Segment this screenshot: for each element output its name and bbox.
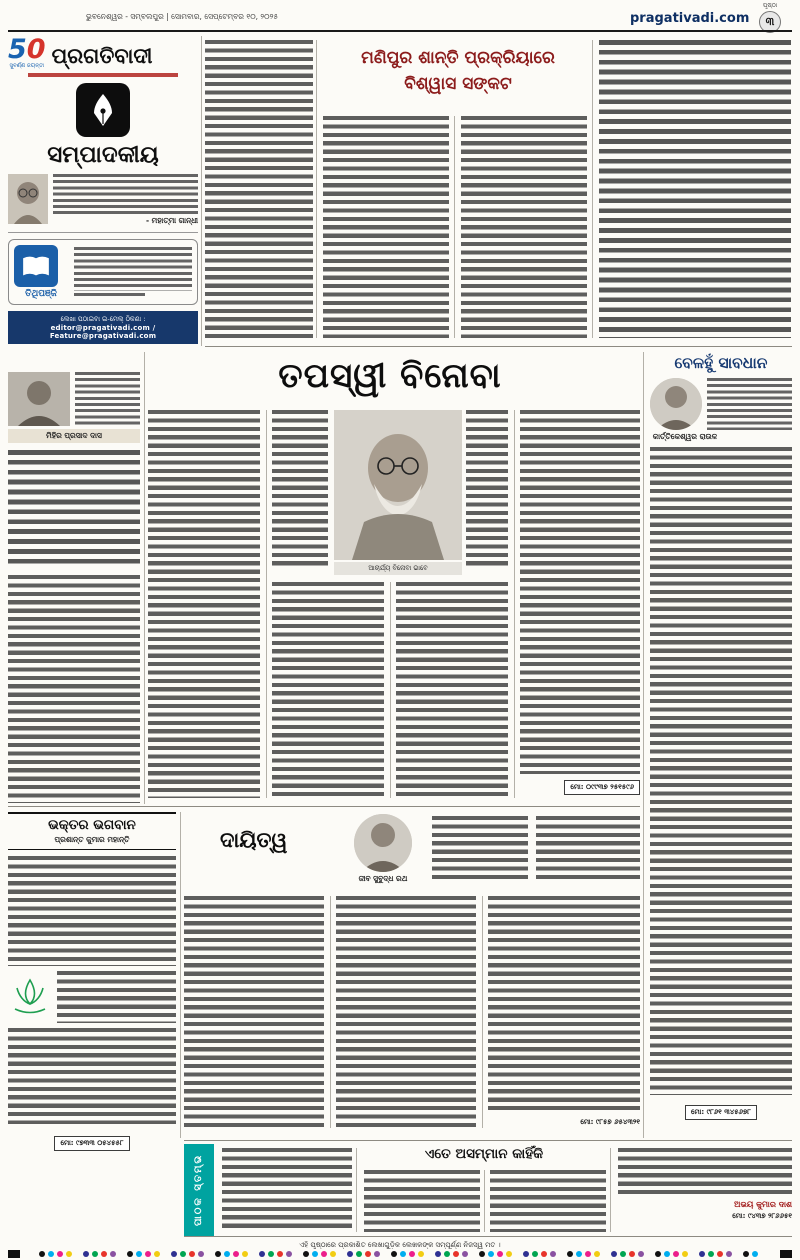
article-body-text (707, 378, 792, 430)
section-rule (205, 346, 792, 347)
registration-dot (66, 1251, 72, 1257)
registration-dot (374, 1251, 380, 1257)
registration-dot (550, 1251, 556, 1257)
author-phone: ମୋ: ୯୭୩୩ ୦୫୪୫୫୮ (54, 1136, 129, 1151)
masthead (8, 36, 198, 70)
column-rule (330, 896, 331, 1128)
anniversary-caption: ସୁବର୍ଣ୍ଣ ଜୟନ୍ତୀ (9, 63, 45, 69)
registration-dot (171, 1251, 177, 1257)
article-body-text (432, 816, 528, 882)
dateline: ଭୁବନେଶ୍ୱର - ସମ୍ବଲପୁର | ସୋମବାର, ସେପ୍ଟେମ୍ବର ୧୦, ୨୦୨୫ (86, 12, 279, 21)
registration-dot (259, 1251, 265, 1257)
article-body-text (272, 410, 328, 566)
registration-dot (330, 1251, 336, 1257)
pen-nib-icon (76, 83, 130, 137)
author-photo (8, 372, 70, 426)
gandhi-photo (8, 174, 48, 224)
article-body-text (536, 816, 640, 882)
article-body-text (8, 1028, 176, 1124)
article-body-text (184, 896, 324, 1128)
registration-dot (576, 1251, 582, 1257)
registration-dot (409, 1251, 415, 1257)
article-body-text (488, 896, 640, 1114)
print-mark (780, 1250, 792, 1258)
contact-label: ଲେଖା ପଠାଇବା ଇ-ମେଲ୍ ଠିକଣା : (60, 315, 146, 323)
quote-attribution: - ମହାତ୍ମା ଗାନ୍ଧୀ (145, 216, 198, 225)
article-body-text (396, 582, 508, 798)
author-phone: ମୋ: ୦୯୯୩୭ ୨୫୧୫୯୬ (564, 780, 640, 795)
registration-dot (594, 1251, 600, 1257)
column-rule (610, 1148, 611, 1232)
anniversary-digit: 5 (8, 36, 27, 65)
contact-bar (8, 311, 198, 344)
article-body-text (520, 410, 640, 774)
section-rule (8, 806, 640, 807)
almanac-text (74, 293, 145, 299)
right-author-name: କାର୍ତ୍ତିକେଶ୍ୱର ରାଉଳ (652, 432, 718, 441)
registration-dot (743, 1251, 749, 1257)
right-article (650, 354, 792, 1138)
registration-dot (127, 1251, 133, 1257)
registration-dot (312, 1251, 318, 1257)
author-phone: ମୋ: ୯୮୫୭ ୬୫୪୩୨୧ (580, 1118, 640, 1126)
registration-dot (365, 1251, 371, 1257)
article-body-text (618, 1148, 792, 1196)
gandhi-quote-text (53, 174, 198, 214)
section-rule (184, 1236, 792, 1237)
registration-dot (198, 1251, 204, 1257)
registration-dot (145, 1251, 151, 1257)
column-rule (484, 1170, 485, 1232)
article-body-text (205, 40, 313, 338)
book-icon (14, 245, 58, 287)
registration-dot (101, 1251, 107, 1257)
registration-dot (726, 1251, 732, 1257)
registration-dot (673, 1251, 679, 1257)
masthead-title: ପ୍ରଗତିବାଦୀ (51, 43, 153, 68)
section-title: ସମ୍ପାଦକୀୟ (47, 142, 159, 168)
registration-dot (268, 1251, 274, 1257)
registration-dot (453, 1251, 459, 1257)
column-rule (180, 812, 181, 1138)
registration-dot (136, 1251, 142, 1257)
bhakta-headline: ଭକ୍ତର ଭଗବାନ (48, 817, 136, 833)
registration-dot (506, 1251, 512, 1257)
registration-dot (541, 1251, 547, 1257)
page-number: ୩ (759, 11, 781, 33)
masthead-column (8, 36, 198, 366)
lead-headline-line2: ବିଶ୍ୱାସ ସଙ୍କଟ (404, 73, 512, 94)
dayitwa-headline: ଦାୟିତ୍ୱ (220, 828, 288, 852)
column-rule (514, 410, 515, 798)
divider (8, 232, 198, 233)
registration-dot (303, 1251, 309, 1257)
article-body-text (323, 116, 449, 338)
registration-dot (699, 1251, 705, 1257)
column-rule (482, 896, 483, 1128)
main-headline: ତପସ୍ୱୀ ବିନୋବା (278, 356, 502, 396)
registration-dot (567, 1251, 573, 1257)
gandhi-quote-block (8, 174, 198, 226)
registration-dot (180, 1251, 186, 1257)
registration-dot (215, 1251, 221, 1257)
article-body-text (8, 575, 140, 803)
page-label: ପୃଷ୍ଠା (762, 2, 778, 9)
registration-dot (356, 1251, 362, 1257)
photo-caption: ଆଚାର୍ଯ୍ୟ ବିନୋବା ଭାବେ (334, 562, 462, 575)
registration-dot (224, 1251, 230, 1257)
strip-kicker: ପାଠକ ସ୍ତମ୍ଭ (184, 1144, 214, 1236)
registration-dot (497, 1251, 503, 1257)
main-author-column (8, 372, 140, 806)
bhakta-author-name: ପ୍ରଶାନ୍ତ କୁମାର ମହାନ୍ତି (54, 835, 130, 844)
registration-dot (48, 1251, 54, 1257)
anniversary-digit: 0 (26, 36, 46, 65)
author-photo (354, 814, 412, 872)
contact-emails[interactable]: editor@pragativadi.com / Feature@pragativadi.com (49, 324, 157, 340)
column-rule (266, 410, 267, 798)
registration-dot (400, 1251, 406, 1257)
section-rule (184, 1140, 792, 1141)
almanac-title: ତିଥିପଞ୍ଜି (25, 289, 57, 299)
article-body-text (148, 410, 260, 798)
print-mark (8, 1250, 20, 1258)
header-rule (8, 30, 792, 32)
registration-dot (418, 1251, 424, 1257)
registration-dot (479, 1251, 485, 1257)
column-rule (201, 36, 202, 346)
page-badge (758, 2, 782, 33)
almanac-box (8, 239, 198, 305)
author-phone: ମୋ: ୯୪୩୭ ୨୮୬୬୫୧ (732, 1212, 792, 1220)
column-rule (390, 582, 391, 798)
article-body-text (272, 582, 384, 798)
article-body-text (57, 971, 176, 1023)
registration-dot (611, 1251, 617, 1257)
footer-disclaimer: ଏହି ପୃଷ୍ଠାରେ ପ୍ରକାଶିତ ଲେଖାଗୁଡ଼ିକ ଲେଖକଙ୍କ ସମ୍ପୂର୍ଣ୍ଣ ନିଜସ୍ୱ ମତ । (299, 1241, 501, 1249)
registration-marks (24, 1251, 776, 1257)
registration-dot (462, 1251, 468, 1257)
registration-dot (347, 1251, 353, 1257)
article-body-text (364, 1170, 480, 1232)
registration-dot (92, 1251, 98, 1257)
lotus-icon (8, 975, 52, 1019)
article-body-text (466, 410, 508, 566)
main-article-body (148, 410, 640, 802)
author-phone: ମୋ: ୯୮୬୧ ୩୪୫୬୭୮ (685, 1105, 757, 1120)
masthead-tagline-text (28, 73, 178, 78)
article-body-text (490, 1170, 606, 1232)
anniversary-emblem (8, 36, 46, 70)
registration-dot (629, 1251, 635, 1257)
column-rule (592, 40, 593, 338)
article-body-text (75, 372, 140, 426)
right-headline: ବେଳହୁଁ ସାବଧାନ (674, 354, 768, 372)
registration-dot (655, 1251, 661, 1257)
registration-dot (39, 1251, 45, 1257)
dayitwa-author-name: ଜୀବ ସୁବୁଦ୍ଧ ରଥ (358, 874, 408, 883)
registration-dot (233, 1251, 239, 1257)
registration-dot (752, 1251, 758, 1257)
author-photo (650, 378, 702, 430)
almanac-text (74, 247, 192, 291)
lead-headline-line1: ମଣିପୁର ଶାନ୍ତି ପ୍ରକ୍ରିୟାରେ (361, 48, 555, 68)
dayitwa-article (184, 812, 640, 1138)
registration-dot (620, 1251, 626, 1257)
column-rule (356, 1148, 357, 1232)
registration-dot (488, 1251, 494, 1257)
registration-dot (154, 1251, 160, 1257)
article-body-text (222, 1148, 352, 1232)
registration-dot (532, 1251, 538, 1257)
registration-dot (585, 1251, 591, 1257)
registration-dot (444, 1251, 450, 1257)
registration-dot (321, 1251, 327, 1257)
registration-dot (277, 1251, 283, 1257)
article-body-text (461, 116, 587, 338)
registration-dot (638, 1251, 644, 1257)
registration-dot (110, 1251, 116, 1257)
article-body-text (599, 40, 791, 338)
registration-dot (83, 1251, 89, 1257)
column-rule (144, 352, 145, 804)
registration-dot (189, 1251, 195, 1257)
registration-dot (708, 1251, 714, 1257)
registration-dot (242, 1251, 248, 1257)
column-rule (454, 116, 455, 338)
column-rule (643, 352, 644, 1138)
lead-article (205, 36, 792, 342)
vinoba-photo (334, 410, 462, 560)
article-body-text (650, 447, 792, 1095)
registration-dot (717, 1251, 723, 1257)
registration-dot (57, 1251, 63, 1257)
column-rule (316, 40, 317, 338)
registration-dot (682, 1251, 688, 1257)
bhakta-article (8, 812, 176, 1147)
registration-dot (523, 1251, 529, 1257)
article-standfirst-text (8, 450, 140, 568)
article-body-text (8, 856, 176, 966)
registration-dot (664, 1251, 670, 1257)
lead-headline (317, 46, 599, 97)
article-body-text (336, 896, 476, 1128)
strip-author-name: ଅଭୟ କୁମାର ଦାଶ (734, 1200, 792, 1209)
registration-dot (391, 1251, 397, 1257)
strip-article (184, 1144, 792, 1236)
registration-dot (286, 1251, 292, 1257)
main-author-name: ମିହିର ପ୍ରସାଦ ଦାସ (8, 429, 140, 443)
strip-headline: ଏତେ ଅସମ୍ମାନ କାହିଁକି (424, 1146, 544, 1162)
registration-dot (435, 1251, 441, 1257)
site-link[interactable]: pragativadi.com (630, 11, 750, 26)
